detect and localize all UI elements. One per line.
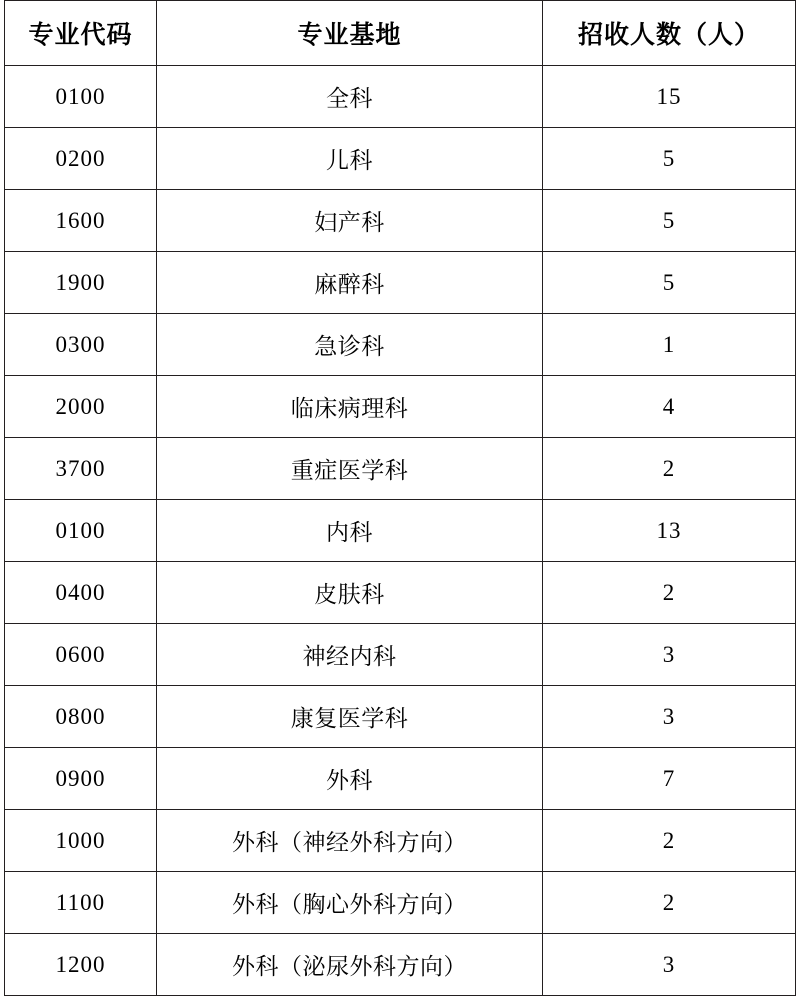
table-row (5, 562, 796, 624)
cell-base: 内科 (157, 500, 543, 562)
cell-code: 1000 (5, 810, 157, 872)
cell-code: 1600 (5, 190, 157, 252)
cell-count: 3 (543, 934, 796, 996)
table-row (5, 686, 796, 748)
cell-count: 3 (543, 686, 796, 748)
cell-base: 神经内科 (157, 624, 543, 686)
cell-code: 0800 (5, 686, 157, 748)
cell-code: 2000 (5, 376, 157, 438)
cell-base: 麻醉科 (157, 252, 543, 314)
cell-count: 4 (543, 376, 796, 438)
cell-count: 2 (543, 872, 796, 934)
table-row (5, 314, 796, 376)
cell-code: 0100 (5, 500, 157, 562)
cell-code: 0600 (5, 624, 157, 686)
cell-count: 3 (543, 624, 796, 686)
cell-base: 外科（泌尿外科方向） (157, 934, 543, 996)
cell-base: 全科 (157, 66, 543, 128)
cell-count: 2 (543, 810, 796, 872)
cell-count: 2 (543, 438, 796, 500)
cell-code: 0300 (5, 314, 157, 376)
cell-count: 7 (543, 748, 796, 810)
table-row (5, 810, 796, 872)
table-row (5, 128, 796, 190)
cell-base: 皮肤科 (157, 562, 543, 624)
cell-count: 5 (543, 190, 796, 252)
cell-code: 1100 (5, 872, 157, 934)
column-header-count: 招收人数（人） (543, 1, 796, 66)
specialty-admission-table (4, 0, 796, 996)
cell-code: 0200 (5, 128, 157, 190)
cell-base: 急诊科 (157, 314, 543, 376)
cell-code: 0900 (5, 748, 157, 810)
table-header-row (5, 1, 796, 66)
cell-code: 1200 (5, 934, 157, 996)
cell-count: 5 (543, 252, 796, 314)
cell-count: 15 (543, 66, 796, 128)
cell-count: 13 (543, 500, 796, 562)
cell-base: 外科（胸心外科方向） (157, 872, 543, 934)
table-row (5, 190, 796, 252)
table-header (5, 1, 796, 66)
cell-count: 1 (543, 314, 796, 376)
table-row (5, 376, 796, 438)
cell-base: 妇产科 (157, 190, 543, 252)
table-row (5, 872, 796, 934)
table-row (5, 66, 796, 128)
table-body (5, 66, 796, 996)
cell-base: 临床病理科 (157, 376, 543, 438)
cell-code: 0400 (5, 562, 157, 624)
cell-base: 重症医学科 (157, 438, 543, 500)
table-row (5, 438, 796, 500)
table-row (5, 252, 796, 314)
cell-base: 外科（神经外科方向） (157, 810, 543, 872)
column-header-code: 专业代码 (5, 1, 157, 66)
cell-count: 5 (543, 128, 796, 190)
cell-code: 0100 (5, 66, 157, 128)
column-header-base: 专业基地 (157, 1, 543, 66)
table-row (5, 624, 796, 686)
cell-code: 3700 (5, 438, 157, 500)
cell-count: 2 (543, 562, 796, 624)
cell-base: 康复医学科 (157, 686, 543, 748)
cell-base: 外科 (157, 748, 543, 810)
cell-base: 儿科 (157, 128, 543, 190)
table-row (5, 500, 796, 562)
table-row (5, 934, 796, 996)
table-row (5, 748, 796, 810)
cell-code: 1900 (5, 252, 157, 314)
